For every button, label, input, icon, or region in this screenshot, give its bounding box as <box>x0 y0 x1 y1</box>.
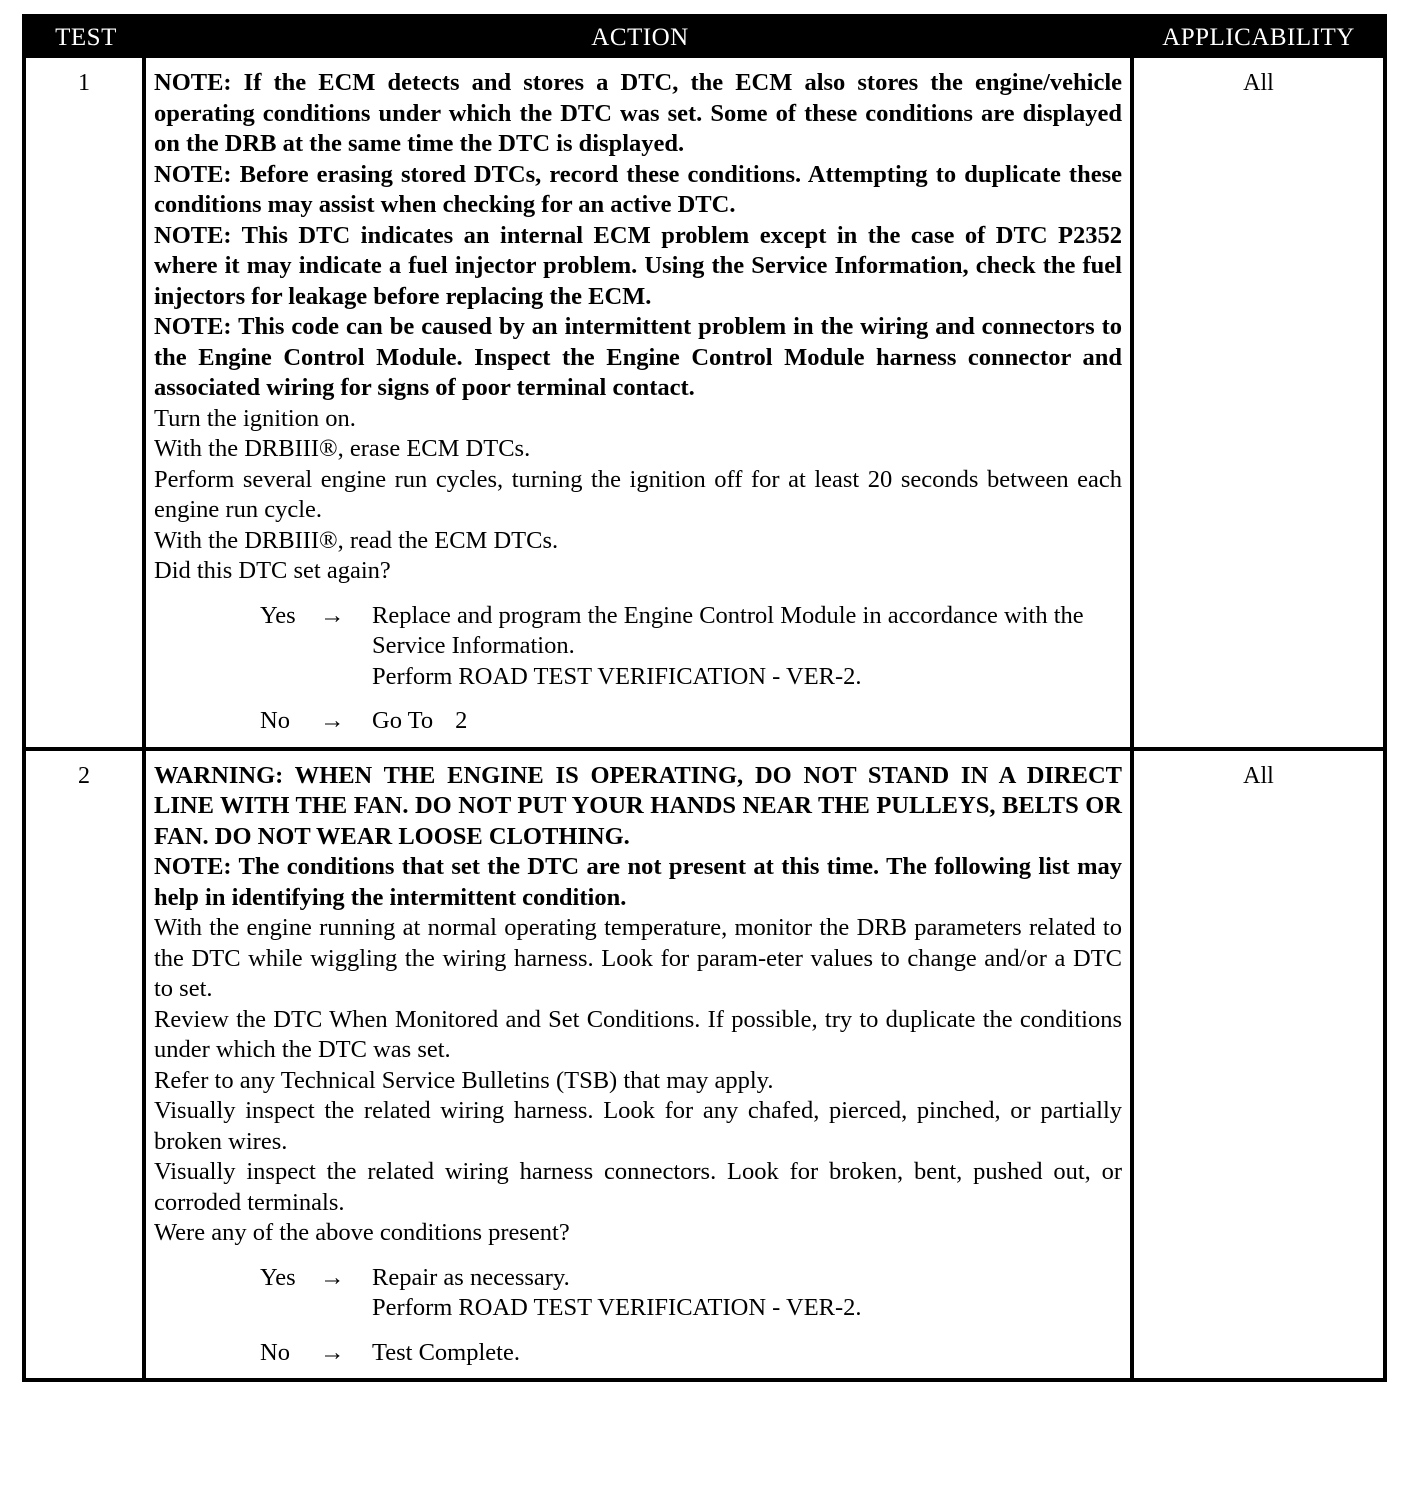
right-arrow-icon: → <box>320 1263 345 1291</box>
yes-answer <box>260 1263 1122 1324</box>
note-paragraph: NOTE: Before erasing stored DTCs, record these conditions. Attempting to duplicate these conditions may assist when checking for an active DTC. <box>154 160 1122 218</box>
no-label: No <box>260 1338 290 1366</box>
yes-label: Yes <box>260 601 296 629</box>
header-test: TEST <box>55 24 117 51</box>
right-arrow-icon: → <box>320 1338 345 1366</box>
instruction-paragraph: Turn the ignition on. <box>154 404 356 432</box>
no-answer <box>260 706 1122 737</box>
yes-text <box>372 1263 1122 1324</box>
warning-paragraph: WARNING: WHEN THE ENGINE IS OPERATING, DO NOT STAND IN A DIRECT LINE WITH THE FAN. DO NOT PUT YOUR HANDS NEAR THE PULLEYS, BELTS OR FAN. DO NOT WEAR LOOSE CLOTHING. <box>154 761 1122 850</box>
note-paragraph: NOTE: The conditions that set the DTC are not present at this time. The following list may help in identifying the intermittent condition. <box>154 853 1122 911</box>
no-text: Test Complete. <box>372 1338 520 1366</box>
right-arrow-icon: → <box>320 707 345 734</box>
note-paragraph: NOTE: If the ECM detects and stores a DTC, the ECM also stores the engine/vehicle operating conditions under which the DTC was set. Some of these conditions are displayed on the DRB at the same time the DTC is displayed. <box>154 69 1122 157</box>
instruction-paragraph: Visually inspect the related wiring harness. Look for any chafed, pierced, pinched, or partially broken wires. <box>154 1097 1122 1155</box>
test-number: 2 <box>26 751 146 1379</box>
yes-line: Perform ROAD TEST VERIFICATION - VER-2. <box>372 1294 862 1321</box>
test-number: 1 <box>26 58 146 747</box>
diagnostic-test-table <box>22 14 1387 1382</box>
instruction-paragraph: With the DRBIII®, read the ECM DTCs. <box>154 526 559 554</box>
question-paragraph: Did this DTC set again? <box>154 557 391 584</box>
yes-label: Yes <box>260 1263 296 1291</box>
yes-text <box>372 601 1122 693</box>
right-arrow-icon: → <box>320 601 345 629</box>
no-label: No <box>260 707 290 734</box>
instruction-paragraph: Review the DTC When Monitored and Set Conditions. If possible, try to duplicate the conditions under which the DTC was set. <box>154 1005 1122 1063</box>
instruction-paragraph: Perform several engine run cycles, turning the ignition off for at least 20 seconds between each engine run cycle. <box>154 465 1122 523</box>
instruction-paragraph: With the engine running at normal operating temperature, monitor the DRB parameters related to the DTC while wiggling the wiring harness. Look for param-eter values to change and/or a DTC to set. <box>154 914 1122 1002</box>
table-row <box>26 747 1383 1379</box>
instruction-paragraph: With the DRBIII®, erase ECM DTCs. <box>154 435 531 462</box>
note-paragraph: NOTE: This code can be caused by an intermittent problem in the wiring and connectors to the Engine Control Module. Inspect the Engine Control Module harness connector and associated wiring for signs of poor terminal contact. <box>154 313 1122 401</box>
action-cell <box>146 58 1134 747</box>
instruction-paragraph: Refer to any Technical Service Bulletins (TSB) that may apply. <box>154 1066 774 1094</box>
yes-line: Replace and program the Engine Control Module in accordance with the Service Information. <box>372 601 1084 659</box>
header-action: ACTION <box>591 24 689 51</box>
yes-answer <box>260 601 1122 693</box>
table-header <box>26 18 1383 58</box>
note-paragraph: NOTE: This DTC indicates an internal ECM problem except in the case of DTC P2352 where it may indicate a fuel injector problem. Using the Service Information, check the fuel injectors for leakage before replacing the ECM. <box>154 221 1122 310</box>
goto-link[interactable]: 2 <box>455 707 468 734</box>
no-text <box>372 706 1122 737</box>
table-row <box>26 58 1383 747</box>
no-answer <box>260 1338 1122 1369</box>
yes-line: Repair as necessary. <box>372 1263 570 1291</box>
yes-line: Perform ROAD TEST VERIFICATION - VER-2. <box>372 662 862 690</box>
question-paragraph: Were any of the above conditions present? <box>154 1219 570 1246</box>
goto-text: Go To <box>372 707 434 734</box>
action-cell <box>146 751 1134 1379</box>
instruction-paragraph: Visually inspect the related wiring harness connectors. Look for broken, bent, pushed out, or corroded terminals. <box>154 1158 1122 1216</box>
header-applicability: APPLICABILITY <box>1162 24 1355 51</box>
applicability-value: All <box>1243 70 1274 96</box>
applicability-value: All <box>1243 762 1274 789</box>
